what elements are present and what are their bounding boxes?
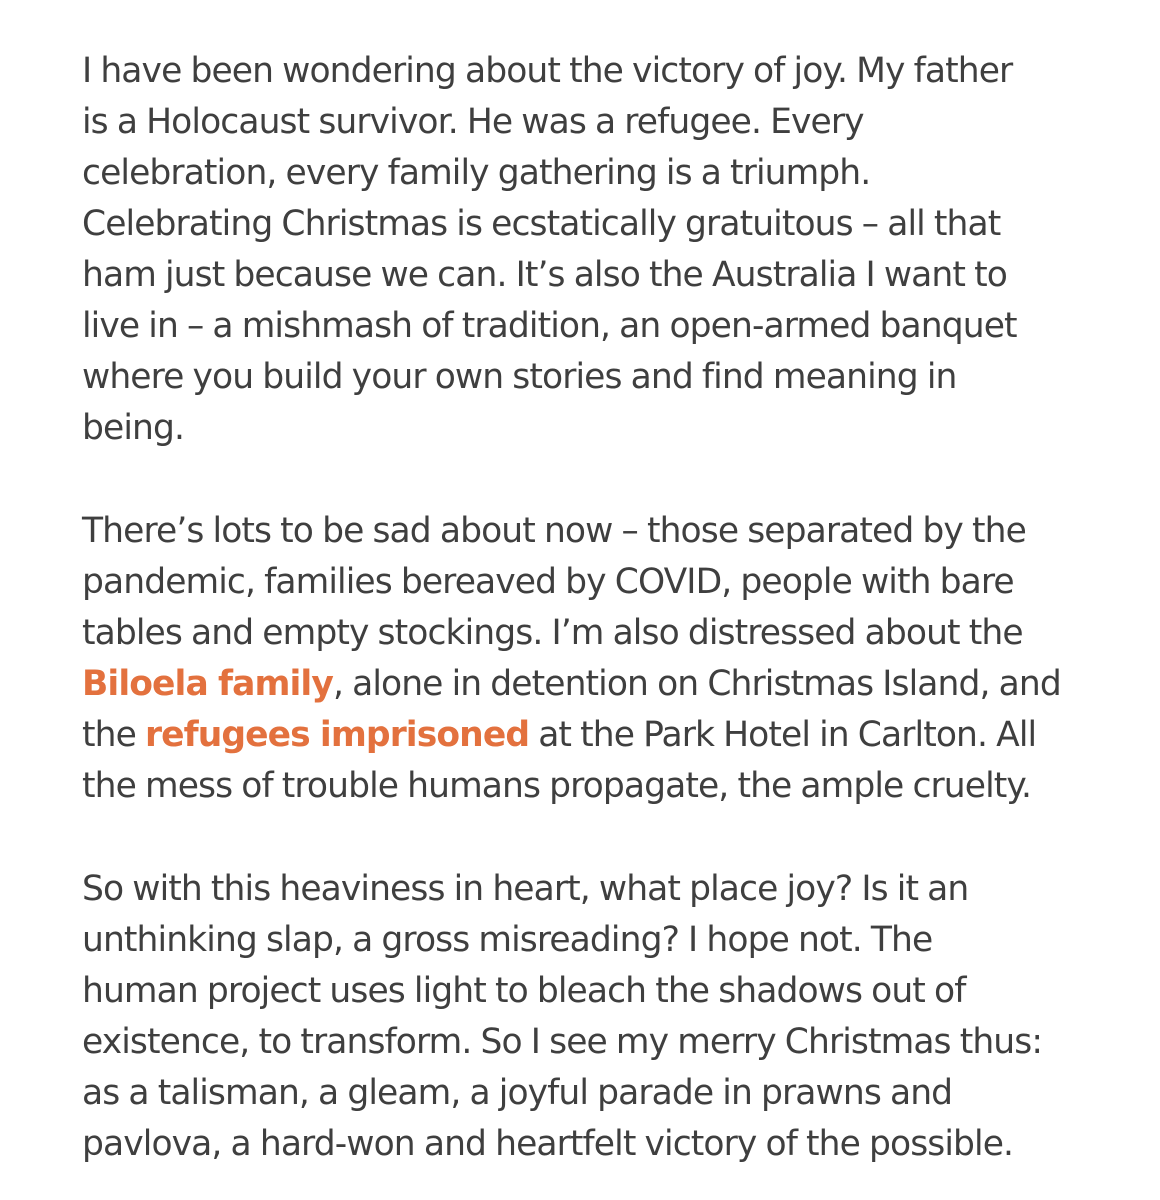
text-line: the mess of trouble humans propagate, the ample cruelty.: [82, 766, 1032, 806]
biloela-family-link[interactable]: Biloela family: [82, 664, 333, 704]
text-line: There’s lots to be sad about now – those separated by the: [82, 511, 1026, 551]
text-line: [82, 710, 1092, 761]
text-line: pandemic, families bereaved by COVID, people with bare: [82, 562, 1014, 602]
text-line: where you build your own stories and find meaning in: [82, 357, 957, 397]
text-line: live in – a mishmash of tradition, an open-armed banquet: [82, 306, 1017, 346]
paragraph-merry-christmas: [82, 864, 1092, 1170]
text-line: So with this heaviness in heart, what place joy? Is it an: [82, 869, 969, 909]
text-line: I have been wondering about the victory of joy. My father: [82, 51, 1013, 91]
text-line: human project uses light to bleach the shadows out of: [82, 971, 966, 1011]
text-line: [82, 659, 1092, 710]
text-line: celebration, every family gathering is a triumph.: [82, 153, 871, 193]
text-segment: at the Park Hotel in Carlton. All: [529, 715, 1037, 755]
text-segment: the: [82, 715, 145, 755]
text-line: being.: [82, 408, 185, 448]
text-segment: , alone in detention on Christmas Island, and: [332, 664, 1061, 704]
text-line: Celebrating Christmas is ecstatically gratuitous – all that: [82, 204, 1001, 244]
text-line: is a Holocaust survivor. He was a refugee. Every: [82, 102, 864, 142]
article-body: [82, 46, 1092, 1170]
text-line: pavlova, a hard-won and heartfelt victory of the possible.: [82, 1124, 1014, 1164]
text-line: ham just because we can. It’s also the Australia I want to: [82, 255, 1007, 295]
text-line: as a talisman, a gleam, a joyful parade in prawns and: [82, 1073, 953, 1113]
text-line: tables and empty stockings. I’m also distressed about the: [82, 613, 1023, 653]
paragraph-sadness: [82, 506, 1092, 812]
text-line: unthinking slap, a gross misreading? I hope not. The: [82, 920, 933, 960]
refugees-imprisoned-link[interactable]: refugees imprisoned: [145, 715, 530, 755]
text-line: existence, to transform. So I see my merry Christmas thus:: [82, 1022, 1043, 1062]
paragraph-victory-of-joy: [82, 46, 1092, 454]
